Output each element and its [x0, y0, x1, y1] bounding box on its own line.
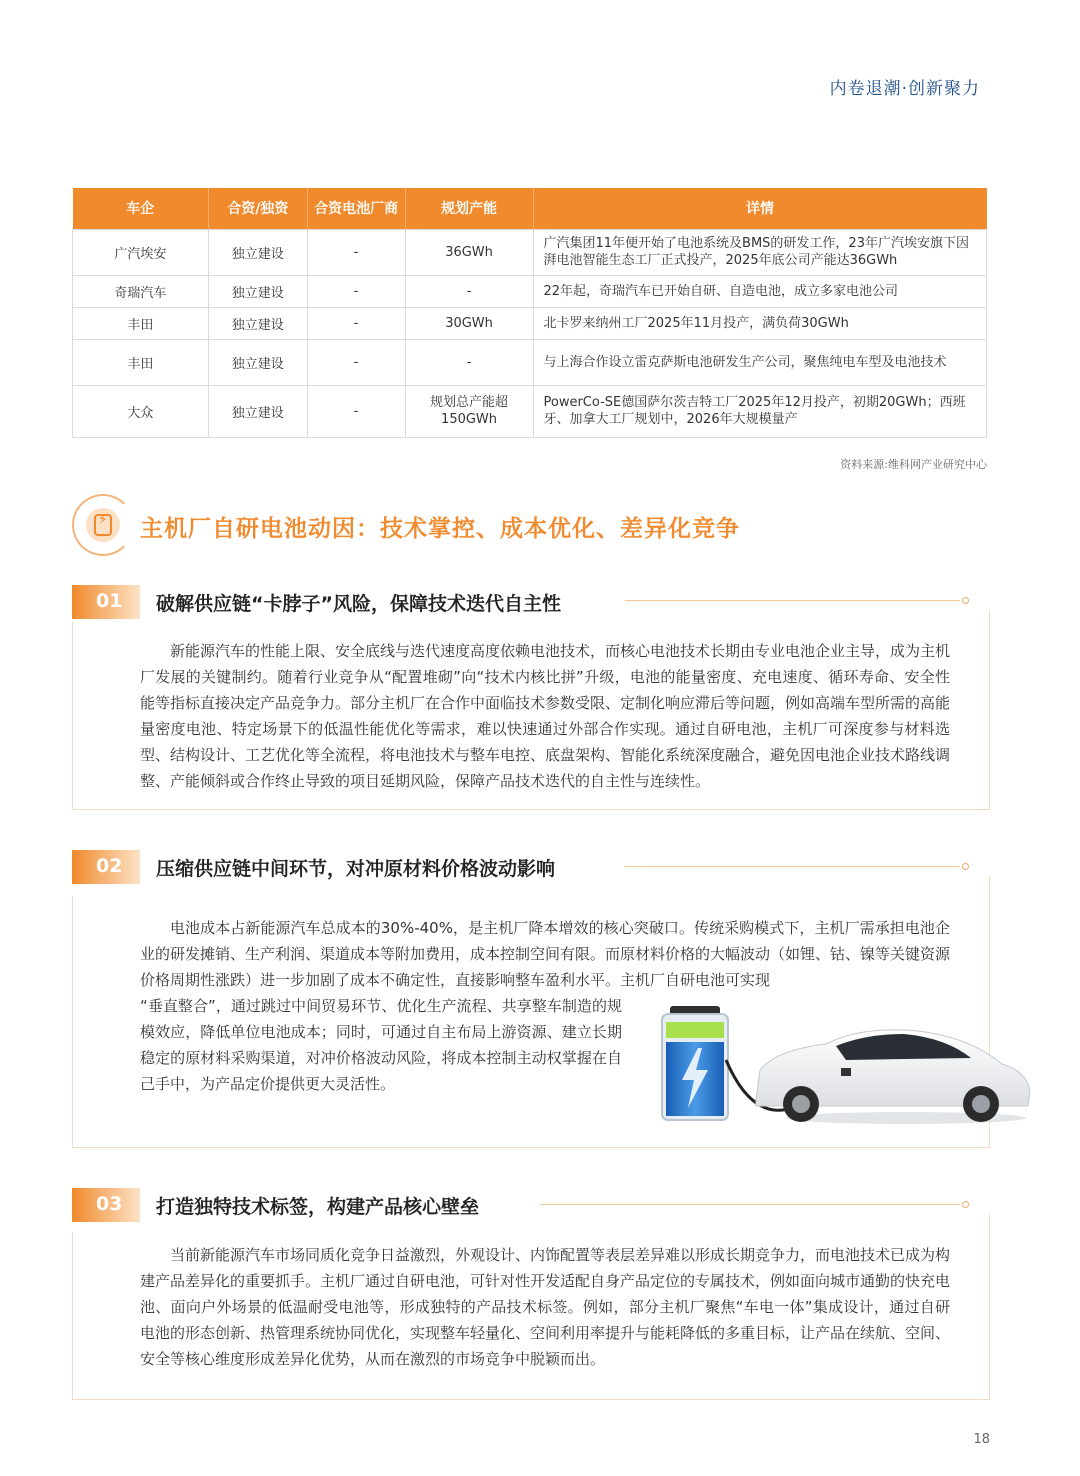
block-text: 当前新能源汽车市场同质化竞争日益激烈，外观设计、内饰配置等表层差异难以形成长期竞争力，而电池技术已成为构建产品差异化的重要抓手。主机厂通过自研电池，可针对性开发适配自身产品定位的专属技术，例如面向城市通勤的快充电池、面向户外场景的低温耐受电池等，形成独特的产品技术标签。例如，部分主机厂聚焦“车电一体”集成设计，通过自研电池的形态创新、热管理系统协同优化，实现整车轻量化、空间利用率提升与能耗降低的多重目标，让产品在续航、空间、安全等核心维度形成差异化优势，从而在激烈的市场竞争中脱颖而出。 [140, 1246, 951, 1368]
car-icon [756, 1030, 1030, 1124]
table-cell: 规划总产能超150GWh [405, 385, 533, 437]
table-cell: 丰田 [73, 339, 209, 385]
table-row [73, 229, 987, 275]
col-header: 规划产能 [405, 188, 533, 229]
col-header: 合资/独资 [208, 188, 307, 229]
table-cell: - [307, 307, 405, 339]
table-cell: 丰田 [73, 307, 209, 339]
table-header-row [73, 188, 987, 229]
table-cell: - [405, 275, 533, 307]
bolt-icon: ⚡ [98, 512, 108, 528]
table-cell: 独立建设 [208, 229, 307, 275]
table-row [73, 275, 987, 307]
block-text-cont: “垂直整合”，通过跳过中间贸易环节、优化生产流程、共享整车制造的规模效应，降低单位电池成本；同时，可通过自主布局上游资源、建立长期稳定的原材料采购渠道，对冲价格波动风险，将成本控制主动权掌握在自己手中，为产品定价提供更大灵活性。 [140, 997, 622, 1093]
header-title: 内卷退潮·创新聚力 [829, 79, 980, 99]
table-cell: 北卡罗来纳州工厂2025年11月投产，满负荷30GWh [533, 307, 987, 339]
table-row [73, 385, 987, 437]
table-cell: 与上海合作设立雷克萨斯电池研发生产公司，聚焦纯电车型及电池技术 [533, 339, 987, 385]
block-number-badge: 01 [72, 585, 140, 619]
table-cell: 奇瑞汽车 [73, 275, 209, 307]
block-number-badge: 03 [72, 1188, 140, 1222]
table-cell: - [307, 229, 405, 275]
deco-line [540, 1204, 960, 1205]
table-cell: 广汽集团11年便开始了电池系统及BMS的研发工作，23年广汽埃安旗下因湃电池智能生态工厂正式投产，2025年底公司产能达36GWh [533, 229, 987, 275]
table-cell: - [307, 275, 405, 307]
table-cell: 广汽埃安 [73, 229, 209, 275]
battery-table [72, 188, 987, 438]
block-number-badge: 02 [72, 850, 140, 884]
col-header: 车企 [73, 188, 209, 229]
block-text: 电池成本占新能源汽车总成本的30%-40%，是主机厂降本增效的核心突破口。传统采购模式下，主机厂需承担电池企业的研发摊销、生产利润、渠道成本等附加费用，成本控制空间有限。而原材料价格的大幅波动（如锂、钴、镍等关键资源价格周期性涨跌）进一步加剧了成本不确定性，直接影响整车盈利水平。主机厂自研电池可实现 [140, 919, 951, 989]
block-title: 破解供应链“卡脖子”风险，保障技术迭代自主性 [156, 593, 561, 615]
ev-charging-illustration [636, 1000, 1036, 1130]
deco-line [625, 600, 960, 601]
table-cell: 独立建设 [208, 275, 307, 307]
table-cell: 大众 [73, 385, 209, 437]
block-title: 压缩供应链中间环节，对冲原材料价格波动影响 [156, 858, 556, 880]
battery-icon [662, 1006, 728, 1120]
table-cell: 独立建设 [208, 339, 307, 385]
deco-line [625, 866, 960, 867]
table-cell: - [307, 385, 405, 437]
col-header: 合资电池厂商 [307, 188, 405, 229]
table-cell: 36GWh [405, 229, 533, 275]
table-row [73, 339, 987, 385]
table-cell: 22年起，奇瑞汽车已开始自研、自造电池，成立多家电池公司 [533, 275, 987, 307]
table-source: 资料来源:维科网产业研究中心 [840, 458, 987, 471]
table-cell: 30GWh [405, 307, 533, 339]
table-row [73, 307, 987, 339]
table-cell: 独立建设 [208, 307, 307, 339]
deco-dot [962, 1201, 969, 1208]
page-number: 18 [973, 1432, 990, 1447]
col-header: 详情 [533, 188, 987, 229]
block-text: 新能源汽车的性能上限、安全底线与迭代速度高度依赖电池技术，而核心电池技术长期由专业电池企业主导，成为主机厂发展的关键制约。随着行业竞争从“配置堆砌”向“技术内核比拼”升级，电池的能量密度、充电速度、循环寿命、安全性能等指标直接决定产品竞争力。部分主机厂在合作中面临技术参数受限、定制化响应滞后等问题，例如高端车型所需的高能量密度电池、特定场景下的低温性能优化等需求，难以快速通过外部合作实现。通过自研电池，主机厂可深度参与材料选型、结构设计、工艺优化等全流程，将电池技术与整车电控、底盘架构、智能化系统深度融合，避免因电池企业技术路线调整、产能倾斜或合作终止导致的项目延期风险，保障产品技术迭代的自主性与连续性。 [140, 642, 951, 790]
table-cell: - [405, 339, 533, 385]
deco-dot [962, 597, 969, 604]
deco-dot [962, 863, 969, 870]
section-title: 主机厂自研电池动因：技术掌控、成本优化、差异化竞争 [140, 516, 740, 542]
table-cell: - [307, 339, 405, 385]
table-cell: PowerCo-SE德国萨尔茨吉特工厂2025年12月投产，初期20GWh；西班牙、加拿大工厂规划中，2026年大规模量产 [533, 385, 987, 437]
section-heading [72, 494, 832, 556]
block-title: 打造独特技术标签，构建产品核心壁垒 [156, 1196, 480, 1218]
table-cell: 独立建设 [208, 385, 307, 437]
